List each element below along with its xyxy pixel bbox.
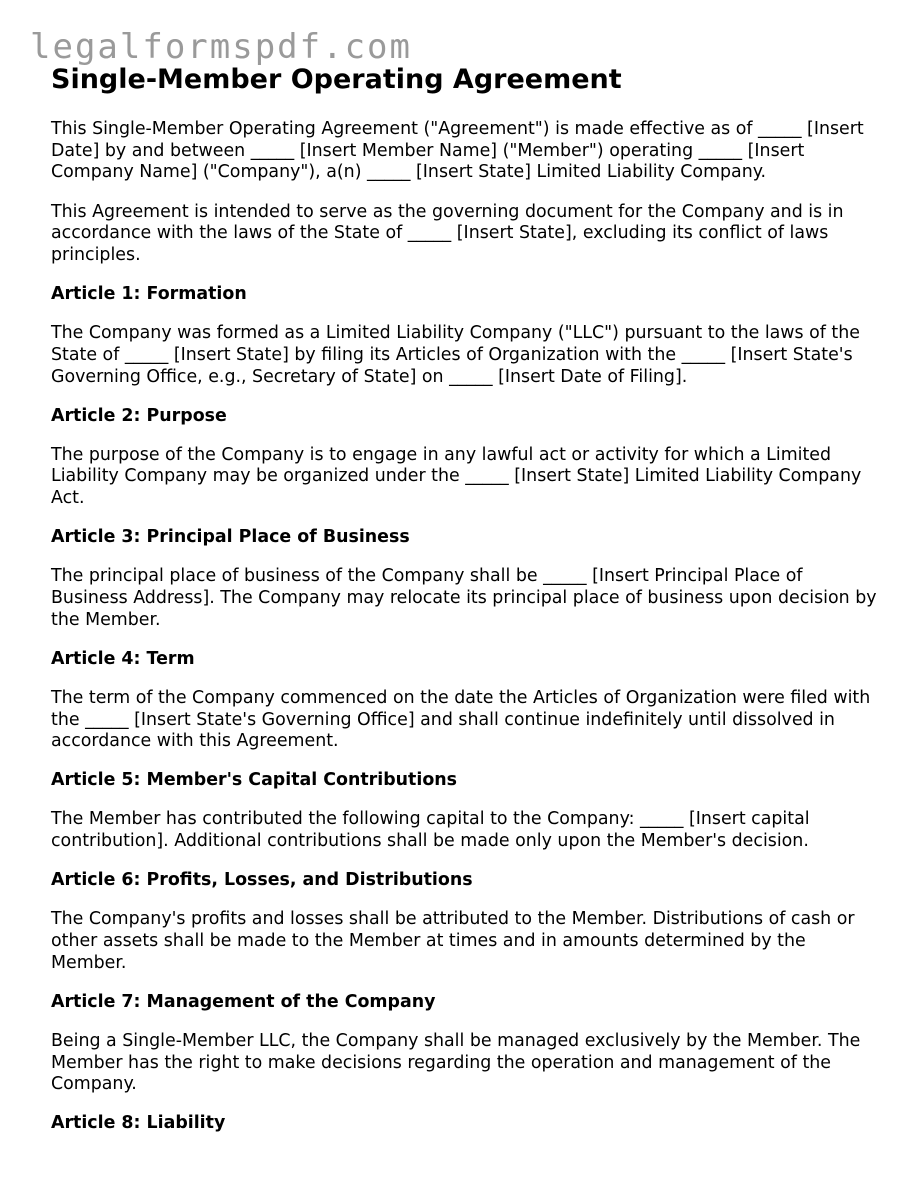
article-heading: Article 3: Principal Place of Business bbox=[51, 527, 410, 548]
intro-paragraph: This Agreement is intended to serve as the governing document for the Company and is in accordance with the laws of the State of _____ [Insert State], excluding its conflict of laws principles. bbox=[51, 201, 844, 265]
article-text: The purpose of the Company is to engage in any lawful act or activity for which a Limited Liability Company may be organized under the _____ [Insert State] Limited Liability Company Act. bbox=[51, 444, 862, 509]
article-text: The term of the Company commenced on the date the Articles of Organization were filed with the _____ [Insert State's Governing Office] and shall continue indefinitely until dissolved in accordance with this Agreement. bbox=[51, 687, 871, 752]
article-text: The Company was formed as a Limited Liability Company ("LLC") pursuant to the laws of the State of _____ [Insert State] by filing its Articles of Organization with the _____ [Insert State's Governing Office, e.g., Secretary of State] on _____ [Insert Date of Filing]. bbox=[51, 323, 860, 387]
article-heading: Article 7: Management of the Company bbox=[51, 991, 436, 1012]
document-title: Single-Member Operating Agreement bbox=[51, 64, 622, 95]
article-heading: Article 8: Liability bbox=[51, 1113, 226, 1134]
article-heading: Article 4: Term bbox=[51, 648, 195, 669]
article-text: The principal place of business of the Company shall be _____ [Insert Principal Place of Business Address]. The Company may relocate its principal place of business upon decision by the Member. bbox=[51, 566, 877, 630]
article-heading: Article 6: Profits, Losses, and Distributions bbox=[51, 870, 473, 891]
intro-paragraph: This Single-Member Operating Agreement ("Agreement") is made effective as of _____ [Insert Date] by and between _____ [Insert Member Name] ("Member") operating _____ [Insert Company Name] ("Company"), a(n) _____ [Insert State] Limited Liability Company. bbox=[51, 119, 864, 183]
article-text: The Company's profits and losses shall be attributed to the Member. Distributions of cash or other assets shall be made to the Member at times and in amounts determined by the Member. bbox=[51, 909, 855, 973]
article-heading: Article 1: Formation bbox=[51, 284, 247, 304]
watermark: legalformspdf.com bbox=[30, 27, 412, 67]
document-page bbox=[51, 60, 881, 1153]
article-heading: Article 5: Member's Capital Contributions bbox=[51, 770, 458, 791]
article-heading: Article 2: Purpose bbox=[51, 405, 227, 426]
article-text: The Member has contributed the following capital to the Company: _____ [Insert capital contribution]. Additional contributions shall be made only upon the Member's decision. bbox=[51, 809, 810, 852]
article-text: Being a Single-Member LLC, the Company shall be managed exclusively by the Member. The Member has the right to make decisions regarding the operation and management of the Company. bbox=[51, 1030, 861, 1095]
